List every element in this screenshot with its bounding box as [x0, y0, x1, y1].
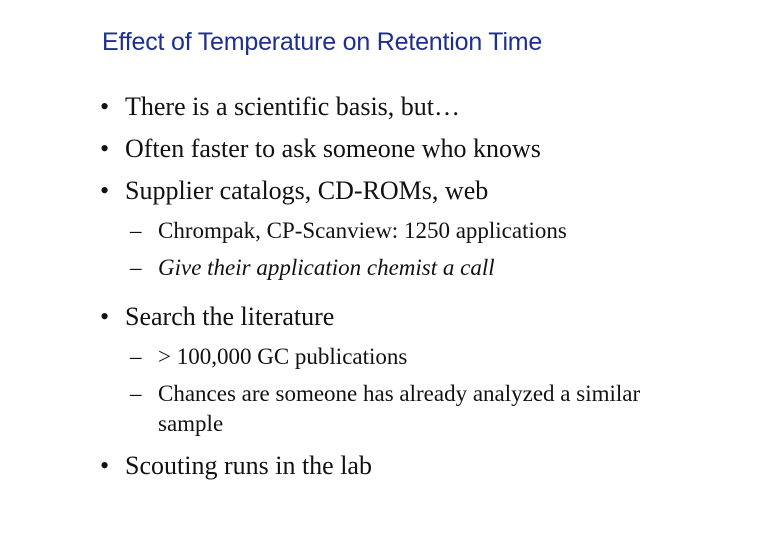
sub-bullet-text: Chances are someone has already analyzed a similar sample — [158, 381, 641, 436]
bullet-item — [100, 170, 750, 212]
bullet-text: Search the literature — [125, 302, 335, 331]
bullet-item — [100, 128, 750, 170]
bullet-marker: • — [100, 451, 110, 480]
sub-bullet-item — [130, 249, 750, 286]
sub-bullet-item — [130, 212, 750, 249]
sub-bullet-marker: – — [130, 381, 142, 406]
sub-bullet-item — [130, 338, 750, 375]
bullet-item — [100, 445, 750, 487]
bullet-marker: • — [100, 176, 110, 205]
bullet-text: There is a scientific basis, but… — [125, 92, 461, 121]
bullet-marker: • — [100, 92, 110, 121]
sub-bullet-marker: – — [130, 344, 142, 369]
sub-bullet-text: Give their application chemist a call — [158, 255, 495, 280]
sub-bullet-marker: – — [130, 255, 142, 280]
sub-bullet-marker: – — [130, 218, 142, 243]
slide-title: Effect of Temperature on Retention Time — [102, 28, 543, 56]
bullet-marker: • — [100, 302, 110, 331]
bullet-marker: • — [100, 134, 110, 163]
bullet-text: Supplier catalogs, CD-ROMs, web — [125, 176, 489, 205]
sub-bullet-item — [130, 375, 690, 445]
sub-bullet-text: Chrompak, CP-Scanview: 1250 applications — [158, 218, 567, 243]
sub-bullet-text: > 100,000 GC publications — [158, 344, 408, 369]
bullet-item — [100, 296, 750, 338]
bullet-item — [100, 86, 750, 128]
bullet-list — [100, 86, 750, 487]
bullet-text: Scouting runs in the lab — [125, 451, 372, 480]
bullet-text: Often faster to ask someone who knows — [125, 134, 541, 163]
